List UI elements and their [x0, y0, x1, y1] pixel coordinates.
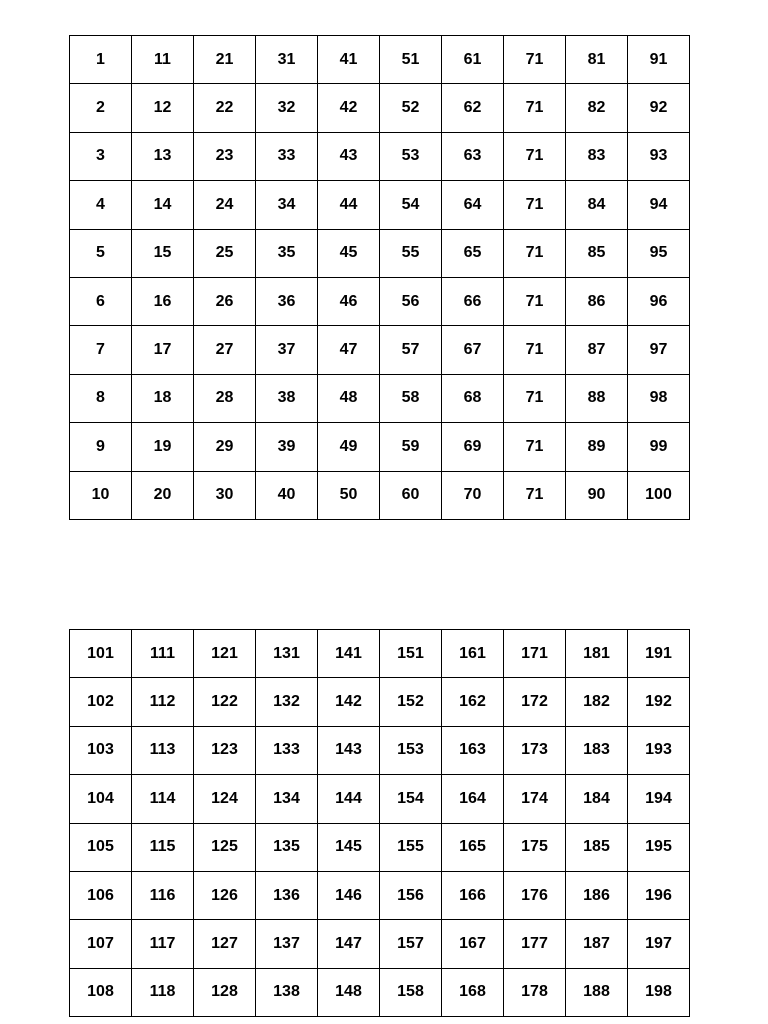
table-cell: 65 — [442, 229, 504, 277]
table-cell: 128 — [194, 968, 256, 1016]
table-cell: 93 — [628, 132, 690, 180]
table-row — [70, 678, 690, 726]
table-cell: 114 — [132, 775, 194, 823]
table-cell: 147 — [318, 920, 380, 968]
table-cell: 81 — [566, 36, 628, 84]
table-cell: 21 — [194, 36, 256, 84]
table-cell: 100 — [628, 471, 690, 519]
table-cell: 40 — [256, 471, 318, 519]
table-cell: 71 — [504, 181, 566, 229]
table-cell: 69 — [442, 423, 504, 471]
table-cell: 163 — [442, 726, 504, 774]
table-cell: 152 — [380, 678, 442, 726]
table-cell: 123 — [194, 726, 256, 774]
table-cell: 22 — [194, 84, 256, 132]
table-cell: 156 — [380, 871, 442, 919]
table-row — [70, 726, 690, 774]
table-row — [70, 326, 690, 374]
table-row — [70, 132, 690, 180]
table-cell: 141 — [318, 630, 380, 678]
table-cell: 188 — [566, 968, 628, 1016]
table-cell: 162 — [442, 678, 504, 726]
table-cell: 8 — [70, 374, 132, 422]
table-cell: 71 — [504, 423, 566, 471]
table-cell: 71 — [504, 471, 566, 519]
table-cell: 23 — [194, 132, 256, 180]
table-cell: 31 — [256, 36, 318, 84]
table-cell: 10 — [70, 471, 132, 519]
table-cell: 158 — [380, 968, 442, 1016]
table-row — [70, 775, 690, 823]
table-cell: 184 — [566, 775, 628, 823]
table-cell: 155 — [380, 823, 442, 871]
table-cell: 71 — [504, 132, 566, 180]
table-row — [70, 84, 690, 132]
table-cell: 47 — [318, 326, 380, 374]
table-cell: 67 — [442, 326, 504, 374]
table-cell: 146 — [318, 871, 380, 919]
table-cell: 97 — [628, 326, 690, 374]
table-cell: 32 — [256, 84, 318, 132]
table-cell: 197 — [628, 920, 690, 968]
table-cell: 51 — [380, 36, 442, 84]
table-cell: 71 — [504, 84, 566, 132]
table-cell: 89 — [566, 423, 628, 471]
table-cell: 58 — [380, 374, 442, 422]
table-cell: 3 — [70, 132, 132, 180]
table-cell: 18 — [132, 374, 194, 422]
table-row — [70, 229, 690, 277]
table-cell: 71 — [504, 36, 566, 84]
table-cell: 102 — [70, 678, 132, 726]
table-row — [70, 823, 690, 871]
table-cell: 124 — [194, 775, 256, 823]
table-cell: 157 — [380, 920, 442, 968]
table-row — [70, 871, 690, 919]
table-row — [70, 920, 690, 968]
table-cell: 4 — [70, 181, 132, 229]
table-cell: 148 — [318, 968, 380, 1016]
number-grid-2 — [69, 629, 690, 1017]
table-row — [70, 630, 690, 678]
table-cell: 166 — [442, 871, 504, 919]
table-row — [70, 374, 690, 422]
table-cell: 108 — [70, 968, 132, 1016]
table-cell: 39 — [256, 423, 318, 471]
table-cell: 116 — [132, 871, 194, 919]
table-cell: 91 — [628, 36, 690, 84]
table-cell: 6 — [70, 277, 132, 325]
table-cell: 50 — [318, 471, 380, 519]
table-cell: 122 — [194, 678, 256, 726]
table-cell: 83 — [566, 132, 628, 180]
table-row — [70, 471, 690, 519]
table-cell: 14 — [132, 181, 194, 229]
table-cell: 71 — [504, 277, 566, 325]
table-cell: 176 — [504, 871, 566, 919]
table-cell: 71 — [504, 326, 566, 374]
table-cell: 196 — [628, 871, 690, 919]
table-cell: 71 — [504, 229, 566, 277]
table-cell: 187 — [566, 920, 628, 968]
table-cell: 193 — [628, 726, 690, 774]
table-cell: 30 — [194, 471, 256, 519]
table-cell: 38 — [256, 374, 318, 422]
table-cell: 113 — [132, 726, 194, 774]
table-cell: 92 — [628, 84, 690, 132]
table-cell: 135 — [256, 823, 318, 871]
table-cell: 35 — [256, 229, 318, 277]
table-cell: 57 — [380, 326, 442, 374]
table-cell: 49 — [318, 423, 380, 471]
table-cell: 165 — [442, 823, 504, 871]
table-cell: 86 — [566, 277, 628, 325]
table-cell: 88 — [566, 374, 628, 422]
table-cell: 136 — [256, 871, 318, 919]
table-cell: 127 — [194, 920, 256, 968]
table-cell: 52 — [380, 84, 442, 132]
table-cell: 151 — [380, 630, 442, 678]
table-cell: 9 — [70, 423, 132, 471]
table-cell: 178 — [504, 968, 566, 1016]
table-cell: 90 — [566, 471, 628, 519]
table-row — [70, 36, 690, 84]
table-cell: 42 — [318, 84, 380, 132]
number-grid-1 — [69, 35, 690, 520]
table-cell: 138 — [256, 968, 318, 1016]
table-cell: 66 — [442, 277, 504, 325]
table-cell: 153 — [380, 726, 442, 774]
table-cell: 134 — [256, 775, 318, 823]
table-cell: 198 — [628, 968, 690, 1016]
table-cell: 60 — [380, 471, 442, 519]
table-cell: 142 — [318, 678, 380, 726]
table-cell: 94 — [628, 181, 690, 229]
table-cell: 20 — [132, 471, 194, 519]
table-cell: 125 — [194, 823, 256, 871]
table-cell: 53 — [380, 132, 442, 180]
table-row — [70, 423, 690, 471]
table-cell: 43 — [318, 132, 380, 180]
table-cell: 98 — [628, 374, 690, 422]
table-cell: 183 — [566, 726, 628, 774]
table-cell: 106 — [70, 871, 132, 919]
table-cell: 161 — [442, 630, 504, 678]
table-cell: 175 — [504, 823, 566, 871]
table-cell: 45 — [318, 229, 380, 277]
table-cell: 192 — [628, 678, 690, 726]
table-cell: 111 — [132, 630, 194, 678]
table-cell: 7 — [70, 326, 132, 374]
table-cell: 1 — [70, 36, 132, 84]
table-cell: 82 — [566, 84, 628, 132]
table-cell: 154 — [380, 775, 442, 823]
table-cell: 54 — [380, 181, 442, 229]
table-cell: 13 — [132, 132, 194, 180]
table-cell: 104 — [70, 775, 132, 823]
table-cell: 118 — [132, 968, 194, 1016]
table-cell: 132 — [256, 678, 318, 726]
table-cell: 181 — [566, 630, 628, 678]
table-cell: 46 — [318, 277, 380, 325]
table-cell: 55 — [380, 229, 442, 277]
table-cell: 186 — [566, 871, 628, 919]
table-cell: 25 — [194, 229, 256, 277]
table-cell: 164 — [442, 775, 504, 823]
table-cell: 167 — [442, 920, 504, 968]
table-cell: 194 — [628, 775, 690, 823]
table-cell: 2 — [70, 84, 132, 132]
table-cell: 11 — [132, 36, 194, 84]
table-cell: 84 — [566, 181, 628, 229]
table-cell: 172 — [504, 678, 566, 726]
table-cell: 131 — [256, 630, 318, 678]
table-cell: 24 — [194, 181, 256, 229]
table-cell: 33 — [256, 132, 318, 180]
table-cell: 103 — [70, 726, 132, 774]
table-cell: 117 — [132, 920, 194, 968]
table-row — [70, 968, 690, 1016]
table-cell: 185 — [566, 823, 628, 871]
table-cell: 182 — [566, 678, 628, 726]
table-cell: 44 — [318, 181, 380, 229]
table-cell: 48 — [318, 374, 380, 422]
table-cell: 70 — [442, 471, 504, 519]
table-cell: 133 — [256, 726, 318, 774]
table-cell: 126 — [194, 871, 256, 919]
table-cell: 191 — [628, 630, 690, 678]
table-cell: 115 — [132, 823, 194, 871]
table-cell: 27 — [194, 326, 256, 374]
table-cell: 41 — [318, 36, 380, 84]
table-cell: 174 — [504, 775, 566, 823]
table-cell: 71 — [504, 374, 566, 422]
table-cell: 28 — [194, 374, 256, 422]
table-cell: 143 — [318, 726, 380, 774]
table-row — [70, 181, 690, 229]
table-cell: 101 — [70, 630, 132, 678]
table-cell: 173 — [504, 726, 566, 774]
table-cell: 29 — [194, 423, 256, 471]
table-cell: 12 — [132, 84, 194, 132]
table-cell: 137 — [256, 920, 318, 968]
table-cell: 56 — [380, 277, 442, 325]
table-cell: 96 — [628, 277, 690, 325]
table-cell: 36 — [256, 277, 318, 325]
table-cell: 145 — [318, 823, 380, 871]
table-cell: 105 — [70, 823, 132, 871]
table-cell: 171 — [504, 630, 566, 678]
table-cell: 34 — [256, 181, 318, 229]
table-cell: 112 — [132, 678, 194, 726]
table-cell: 17 — [132, 326, 194, 374]
table-cell: 61 — [442, 36, 504, 84]
table-cell: 68 — [442, 374, 504, 422]
table-cell: 168 — [442, 968, 504, 1016]
table-cell: 99 — [628, 423, 690, 471]
table-cell: 121 — [194, 630, 256, 678]
table-cell: 107 — [70, 920, 132, 968]
table-cell: 16 — [132, 277, 194, 325]
table-cell: 144 — [318, 775, 380, 823]
table-cell: 15 — [132, 229, 194, 277]
table-cell: 37 — [256, 326, 318, 374]
table-cell: 26 — [194, 277, 256, 325]
table-cell: 177 — [504, 920, 566, 968]
table-cell: 62 — [442, 84, 504, 132]
table-cell: 87 — [566, 326, 628, 374]
table-cell: 85 — [566, 229, 628, 277]
table-cell: 63 — [442, 132, 504, 180]
table-cell: 19 — [132, 423, 194, 471]
table-row — [70, 277, 690, 325]
table-cell: 64 — [442, 181, 504, 229]
table-cell: 5 — [70, 229, 132, 277]
table-cell: 95 — [628, 229, 690, 277]
table-cell: 195 — [628, 823, 690, 871]
table-cell: 59 — [380, 423, 442, 471]
